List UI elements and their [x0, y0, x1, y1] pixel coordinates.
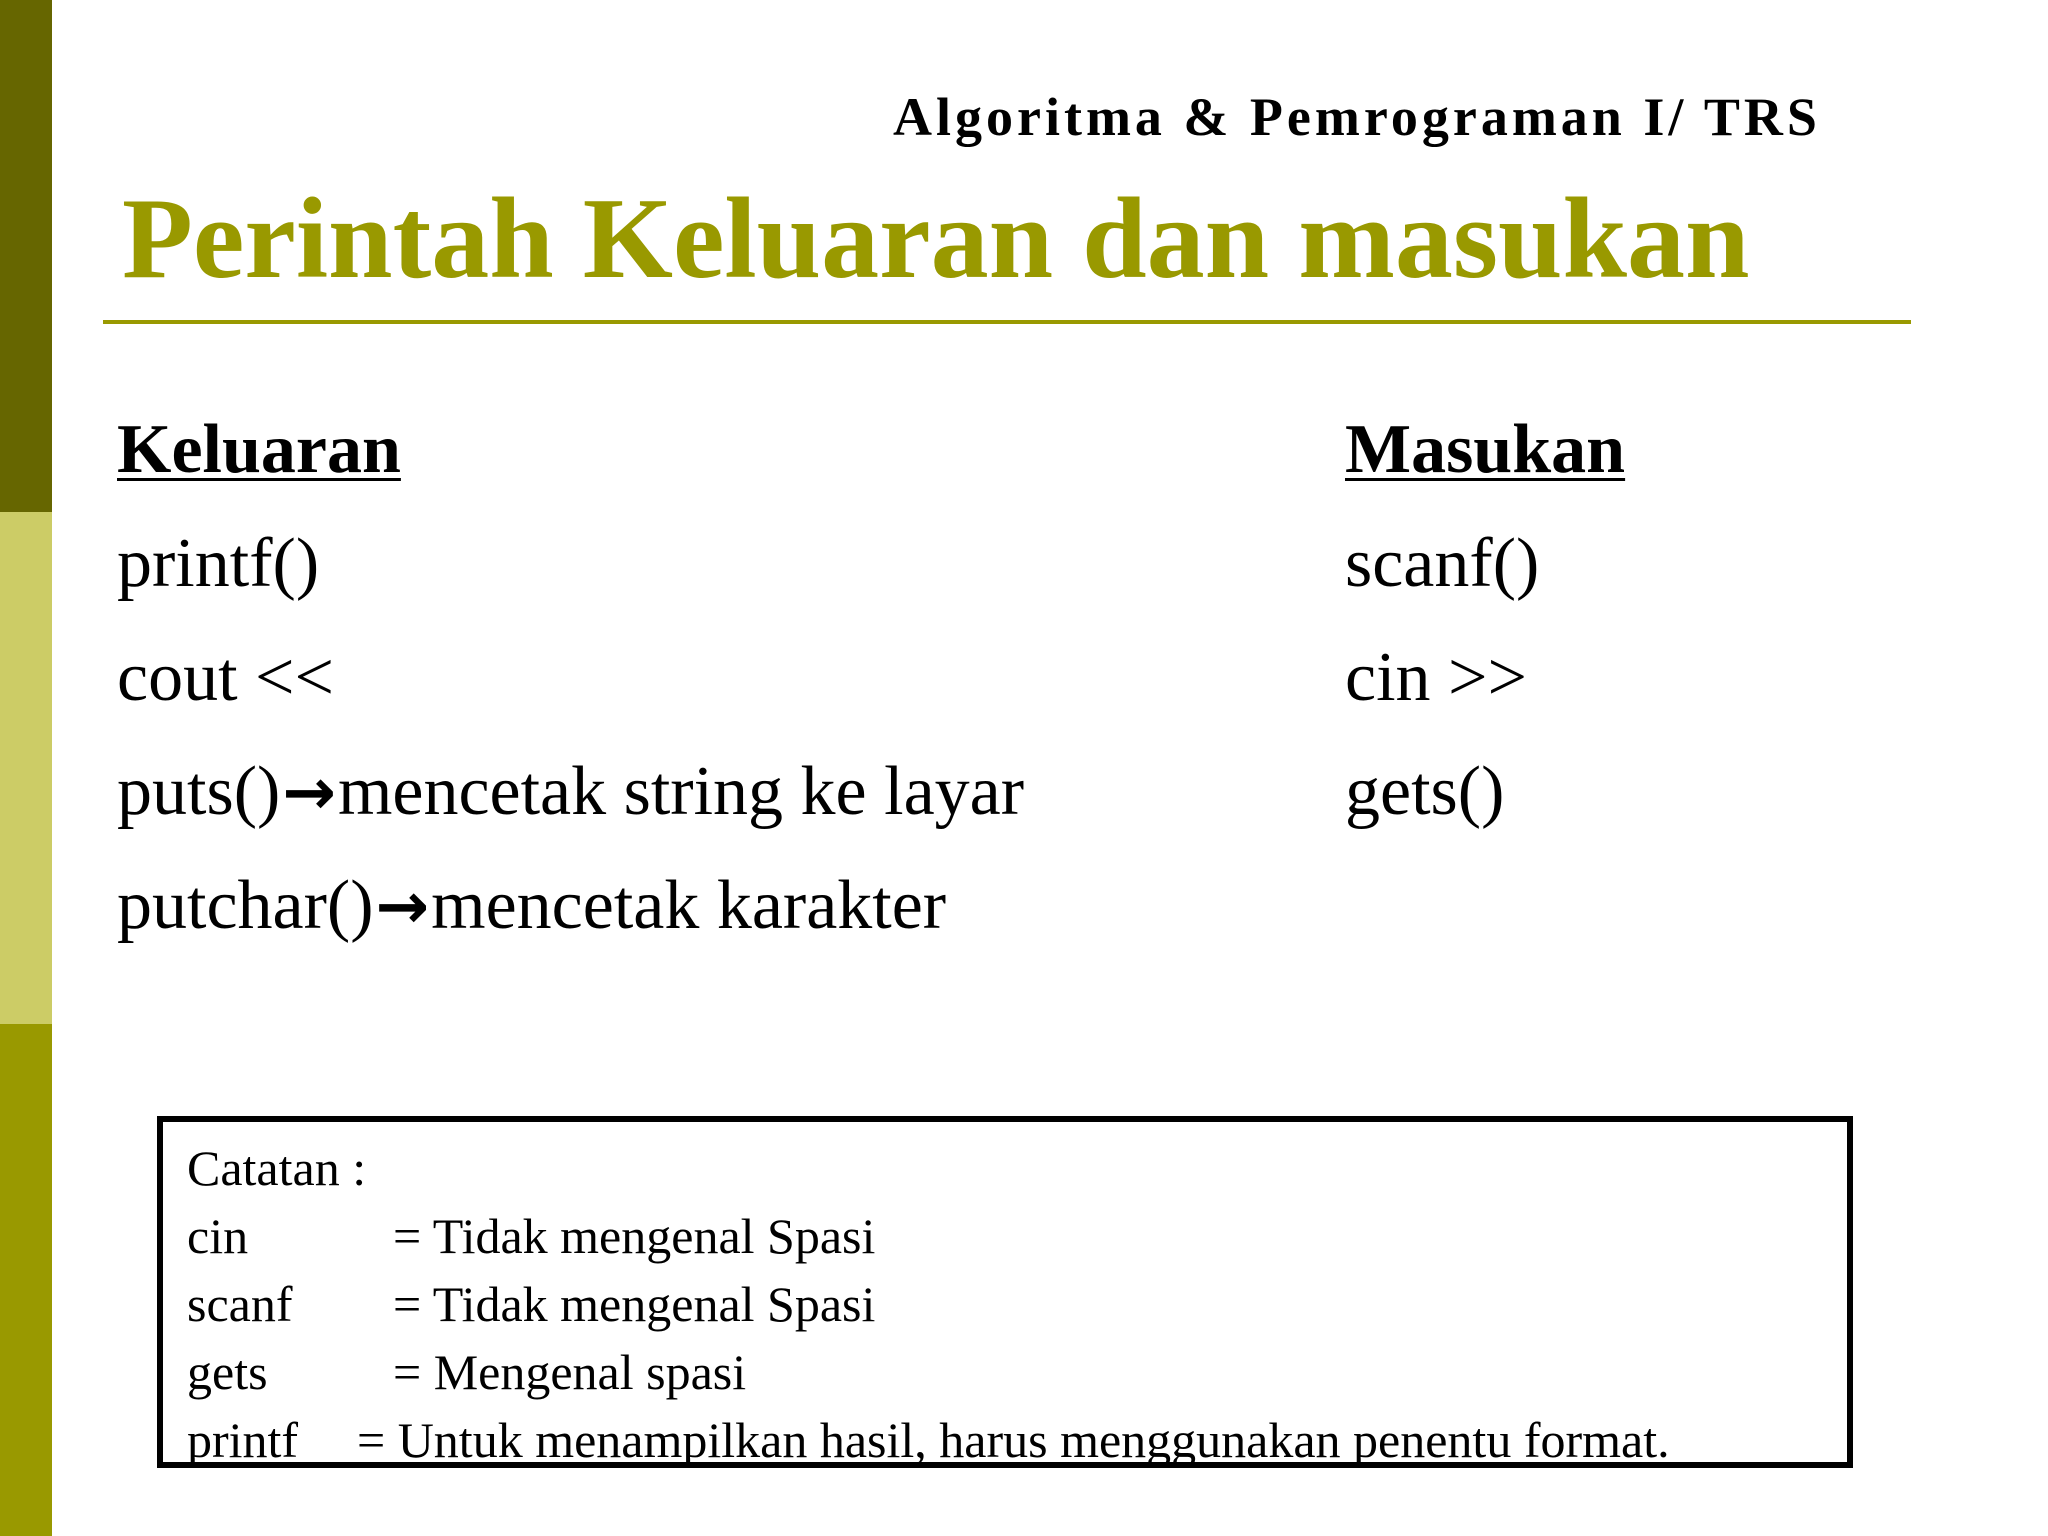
- right-arrow-icon: →: [282, 756, 336, 830]
- output-code: printf(): [117, 525, 320, 602]
- slide-title: Perintah Keluaran dan masukan: [122, 175, 1750, 303]
- output-item: [117, 636, 1024, 750]
- note-value: = Untuk menampilkan hasil, harus menggunakan penentu format.: [357, 1412, 1670, 1468]
- input-item: gets(): [1345, 753, 1505, 830]
- note-key: printf: [187, 1412, 299, 1468]
- note-entry: [187, 1338, 1847, 1406]
- output-code: putchar(): [117, 867, 374, 944]
- output-heading: Keluaran: [117, 411, 401, 488]
- sidebar-bar-light: [0, 512, 52, 1024]
- input-column: [1345, 408, 1625, 864]
- right-arrow-icon: →: [375, 870, 430, 944]
- output-code: cout <<: [117, 639, 334, 716]
- output-code: puts(): [117, 753, 281, 830]
- note-key: cin: [187, 1208, 249, 1264]
- output-item: [117, 864, 1024, 978]
- note-value: = Tidak mengenal Spasi: [393, 1208, 876, 1264]
- input-item: scanf(): [1345, 525, 1540, 602]
- note-title: Catatan :: [187, 1140, 367, 1196]
- note-entry: [187, 1406, 1847, 1474]
- note-entry: [187, 1202, 1847, 1270]
- input-heading: Masukan: [1345, 411, 1626, 488]
- title-divider: [103, 320, 1911, 324]
- course-header: Algoritma & Pemrograman I/ TRS: [893, 87, 1821, 147]
- note-key: gets: [187, 1344, 268, 1400]
- output-description: mencetak string ke layar: [337, 753, 1025, 830]
- note-value: = Tidak mengenal Spasi: [393, 1276, 876, 1332]
- note-entry: [187, 1270, 1847, 1338]
- output-item: [117, 750, 1024, 864]
- note-key: scanf: [187, 1276, 293, 1332]
- sidebar-bar-dark: [0, 0, 52, 512]
- input-item: cin >>: [1345, 639, 1527, 716]
- output-description: mencetak karakter: [431, 867, 947, 944]
- note-box: [157, 1116, 1853, 1468]
- output-column: [117, 408, 1024, 978]
- note-value: = Mengenal spasi: [393, 1344, 747, 1400]
- output-item: [117, 522, 1024, 636]
- sidebar-bar-olive: [0, 1024, 52, 1536]
